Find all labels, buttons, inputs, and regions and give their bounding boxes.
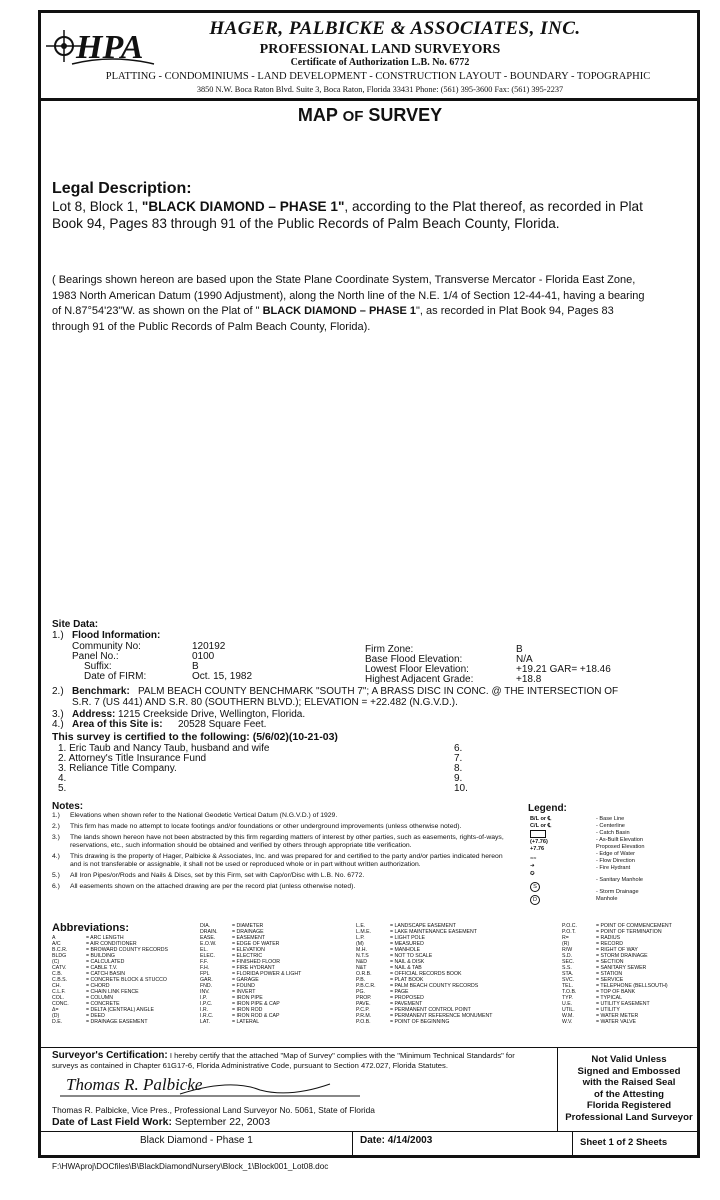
abbrev-definition: = RADIUS	[596, 935, 621, 941]
legend-item: Manhole	[596, 896, 618, 902]
lfe-label: Lowest Floor Elevation:	[365, 664, 469, 675]
abbrev-definition: = CALCULATED	[86, 959, 125, 965]
abbrev-key: F.H.	[200, 965, 210, 971]
abbrev-key: C.B.S.	[52, 977, 67, 983]
abbrev-key: INV.	[200, 989, 210, 995]
abbrev-key: FND.	[200, 983, 213, 989]
bearings-statement	[52, 273, 697, 335]
cert-divider	[38, 1047, 700, 1048]
legend-item: - Storm Drainage	[596, 889, 639, 895]
note-text: The lands shown hereon have not been abstracted by this firm regarding matters of interest by other parties, such as easements, rights-of-ways, reservations, etc., such information should be obtained and verified by others through appropriate title verification.	[70, 834, 504, 849]
abbrev-definition: = PALM BEACH COUNTY RECORDS	[390, 983, 479, 989]
abbrev-definition: = WATER VALVE	[596, 1019, 637, 1025]
certified-slot: 8.	[454, 763, 463, 774]
abbrev-key: PROP.	[356, 995, 372, 1001]
abbrev-key: Δ=	[52, 1007, 59, 1013]
footer-date	[360, 1135, 432, 1146]
certified-party: 3. Reliance Title Company.	[58, 763, 177, 774]
lfe-value: +19.21 GAR= +18.46	[516, 664, 611, 675]
abbrev-definition: = OFFICIAL RECORDS BOOK	[390, 971, 462, 977]
abbrev-key: W.M.	[562, 1013, 574, 1019]
abbrev-key: TEL.	[562, 983, 573, 989]
abbreviations-heading: Abbreviations:	[52, 922, 130, 934]
fire-hydrant-icon: ✪	[530, 871, 535, 877]
sanitary-manhole-icon: S	[530, 882, 540, 892]
abbrev-col3-keys	[356, 923, 376, 1025]
certified-list-right	[454, 744, 468, 794]
abbrev-definition: = LIGHT POLE	[390, 935, 425, 941]
catch-basin-icon	[530, 830, 546, 838]
abbrev-definition: = POINT OF TERMINATION	[596, 929, 662, 935]
seal-line: Professional Land Surveyor	[565, 1111, 693, 1123]
abbrev-key: L.M.E.	[356, 929, 371, 935]
bearings-line: through 91 of the Public Records of Palm Beach County, Florida).	[52, 320, 371, 333]
note-text: This firm has made no attempt to locate footings and/or foundations or other underground improvements (unless otherwise noted).	[70, 823, 462, 830]
abbrev-definition: = STORM DRAINAGE	[596, 953, 648, 959]
abbrev-col4-desc	[596, 923, 672, 1025]
abbrev-definition: = FLORIDA POWER & LIGHT	[232, 971, 302, 977]
abbrev-key: P.B.	[356, 977, 366, 983]
certified-party: 4.	[58, 773, 67, 784]
abbrev-definition: = ELEVATION	[232, 947, 265, 953]
abbrev-key: C.L.F.	[52, 989, 66, 995]
signature: Thomas R. Palbicke	[66, 1075, 203, 1094]
abbrev-definition: = PLAT BOOK	[390, 977, 424, 983]
legend-item: - Catch Basin	[596, 830, 630, 836]
abbrev-definition: = NOT TO SCALE	[390, 953, 433, 959]
header-divider	[38, 98, 700, 101]
note-item	[52, 853, 507, 869]
firm-date-value: Oct. 15, 1982	[192, 671, 253, 682]
abbrev-key: UTIL.	[562, 1007, 575, 1013]
note-number: 6.)	[52, 883, 60, 890]
bearings-line: of N.87°54'23"W. as shown on the Plat of "	[52, 305, 263, 317]
signature-line-icon	[60, 1078, 370, 1100]
abbrev-col3-desc	[390, 923, 492, 1025]
abbrev-key: C.B.	[52, 971, 63, 977]
firm-zone-value: B	[516, 644, 523, 655]
abbrev-col1-desc	[86, 935, 168, 1025]
firm-zone-label: Firm Zone:	[365, 644, 414, 655]
address-number: 3.)	[52, 709, 64, 720]
abbrev-definition: = SECTION	[596, 959, 624, 965]
legend-symbol-asbuilt: (+7.76)	[530, 839, 548, 845]
bearings-line: 1983 North American Datum (1990 Adjustment), along the North line of the N.E. 1/4 of Section 12-44-41, having a bearing	[52, 289, 645, 302]
abbrev-key: N&T	[356, 965, 367, 971]
abbrev-key: PG.	[356, 989, 365, 995]
abbrev-key: EASE.	[200, 935, 216, 941]
seal-notice	[560, 1054, 698, 1123]
abbrev-key: P.O.C.	[562, 923, 577, 929]
seal-line: Signed and Embossed	[577, 1065, 681, 1077]
abbrev-key: I.R.	[200, 1007, 209, 1013]
abbrev-definition: = DEED	[86, 1013, 105, 1019]
legal-subdivision: "BLACK DIAMOND – PHASE 1"	[141, 199, 345, 214]
abbrev-definition: = CHORD	[86, 983, 110, 989]
abbrev-definition: = BROWARD COUNTY RECORDS	[86, 947, 168, 953]
legend-symbol-proposed: +7.76	[530, 845, 545, 852]
abbrev-definition: = NAIL & DISK	[390, 959, 425, 965]
abbrev-key: E.O.W.	[200, 941, 217, 947]
abbrev-key: R=	[562, 935, 569, 941]
title-map: MAP	[297, 105, 338, 125]
flood-heading: Flood Information:	[72, 630, 161, 641]
panel-label: Panel No.:	[72, 651, 119, 662]
abbrev-definition: = NAIL & TAB	[390, 965, 422, 971]
page-title	[230, 105, 510, 126]
sheet-number: Sheet 1 of 2 Sheets	[580, 1137, 668, 1148]
area-heading: Area of this Site is:	[72, 719, 163, 730]
services-line: PLATTING - CONDOMINIUMS - LAND DEVELOPMENT - CONSTRUCTION LAYOUT - BOUNDARY - TOPOGRAPHIC	[105, 71, 651, 82]
address-heading: Address:	[72, 709, 116, 720]
note-text: This drawing is the property of Hager, Palbicke & Associates, Inc. and was prepared for and certified to the party and/or parties indicated hereon and is not transferable or assignable, it shall not be used or reproduced whole or in part without written authorization.	[70, 853, 503, 868]
legend-symbols	[530, 816, 590, 905]
abbrev-definition: = TELEPHONE (BELLSOUTH)	[596, 983, 668, 989]
flow-direction-icon: ➜	[530, 862, 535, 869]
abbrev-key: P.R.M.	[356, 1013, 372, 1019]
abbrev-key: CATV.	[52, 965, 67, 971]
certificate-of-authorization: Certificate of Authorization L.B. No. 6772	[290, 57, 470, 68]
logo-lettering: HPA	[76, 29, 144, 66]
bearings-line: ", as recorded in Plat Book 94, Pages 83	[416, 305, 614, 317]
abbrev-definition: = UTILITY EASEMENT	[596, 1001, 650, 1007]
abbrev-definition: = DRAINAGE	[232, 929, 264, 935]
abbrev-key: STA.	[562, 971, 574, 977]
abbrev-definition: = IRON ROD	[232, 1007, 263, 1013]
note-text: All easements shown on the attached drawing are per the record plat (unless otherwise noted).	[70, 883, 356, 890]
abbrev-key: O.R.B.	[356, 971, 372, 977]
abbrev-key: (R)	[562, 941, 570, 947]
community-label: Community No:	[72, 641, 141, 652]
abbrev-key: I.P.	[200, 995, 208, 1001]
certified-list	[58, 744, 269, 794]
abbrev-definition: = PERMANENT REFERENCE MONUMENT	[390, 1013, 493, 1019]
abbrev-key: SVC.	[562, 977, 575, 983]
legal-line1-a: Lot 8, Block 1,	[52, 199, 142, 214]
abbrev-definition: = IRON PIPE & CAP	[232, 1001, 280, 1007]
abbrev-key: N&D	[356, 959, 367, 965]
hag-label: Highest Adjacent Grade:	[365, 674, 474, 685]
abbrev-definition: = FIRE HYDRANT	[232, 965, 275, 971]
abbrev-definition: = WATER METER	[596, 1013, 639, 1019]
suffix-value: B	[192, 661, 199, 672]
abbrev-key: P.O.B.	[356, 1019, 371, 1025]
abbrev-definition: = LAKE MAINTENANCE EASEMENT	[390, 929, 477, 935]
abbrev-definition: = PAVEMENT	[390, 1001, 423, 1007]
abbrev-key: F.F.	[200, 959, 209, 965]
abbrev-key: D.E.	[52, 1019, 63, 1025]
legend-item: - Fire Hydrant	[596, 865, 631, 871]
abbrev-key: A	[52, 935, 56, 941]
area-number: 4.)	[52, 719, 64, 730]
note-item	[52, 883, 507, 891]
abbrev-definition: = POINT OF BEGINNING	[390, 1019, 450, 1025]
abbrev-key: L.E.	[356, 923, 366, 929]
abbrev-key: M.H.	[356, 947, 367, 953]
note-number: 5.)	[52, 872, 60, 879]
abbrev-key: CH.	[52, 983, 61, 989]
legal-description	[52, 198, 692, 232]
footer-date-value: 4/14/2003	[387, 1135, 433, 1146]
legend-symbol-baseline: B/L or ℄	[530, 816, 552, 822]
abbrev-definition: = BUILDING	[86, 953, 115, 959]
abbrev-definition: = CONCRETE BLOCK & STUCCO	[86, 977, 167, 983]
abbrev-definition: = PERMANENT CONTROL POINT	[390, 1007, 471, 1013]
abbrev-col1-keys	[52, 935, 69, 1025]
abbrev-key: PAVE.	[356, 1001, 371, 1007]
flood-number: 1.)	[52, 630, 64, 641]
note-item	[52, 823, 507, 831]
note-item	[52, 872, 507, 880]
abbrev-definition: = AIR CONDITIONER	[86, 941, 137, 947]
field-work-date: September 22, 2003	[174, 1116, 271, 1128]
legend-symbol-centerline: C/L or ℄	[530, 822, 552, 829]
abbrev-definition: = ELECTRIC	[232, 953, 263, 959]
title-of: OF	[342, 108, 364, 125]
legend-item: - Edge of Water	[596, 851, 635, 857]
benchmark-line1: PALM BEACH COUNTY BENCHMARK "SOUTH 7"; A BRASS DISC IN CONC. @ THE INTERSECTION OF	[138, 686, 619, 697]
legend-item: - Centerline	[596, 823, 625, 829]
storm-manhole-icon: D	[530, 895, 540, 905]
abbrev-key: P.B.C.R.	[356, 983, 376, 989]
hpa-logo	[42, 24, 160, 70]
abbrev-definition: = TOP OF BANK	[596, 989, 636, 995]
abbrev-definition: = STATION	[596, 971, 623, 977]
seal-line: Not Valid Unless	[591, 1054, 667, 1065]
abbrev-key: S.D.	[562, 953, 573, 959]
surveyor-name: Thomas R. Palbicke, Vice Pres., Professional Land Surveyor No. 5061, State of Florida	[52, 1105, 375, 1115]
abbrev-key: COL.	[52, 995, 65, 1001]
community-value: 120192	[192, 641, 226, 652]
firm-address: 3850 N.W. Boca Raton Blvd. Suite 3, Boca Raton, Florida 33431 Phone: (561) 395-3600 Fax: (561) 395-2237	[196, 85, 564, 94]
abbrev-key: U.E.	[562, 1001, 573, 1007]
seal-line: of the Attesting	[594, 1088, 664, 1100]
site-data	[52, 620, 702, 800]
abbrev-definition: = CABLE T.V.	[86, 965, 118, 971]
abbrev-key: BLDG	[52, 953, 67, 959]
legend-item: - As-Built Elevation	[596, 837, 643, 843]
abbrev-definition: = MEASURED	[390, 941, 424, 947]
field-work	[52, 1116, 270, 1128]
surveyor-text2: surveys as contained in Chapter 61G17-6, Florida Administrative Code, pursuant to Section 472.027, Florida Statutes.	[52, 1061, 448, 1070]
abbrev-definition: = COLUMN	[86, 995, 113, 1001]
abbrev-definition: = FOUND	[232, 983, 255, 989]
hag-value: +18.8	[516, 674, 542, 685]
surveyor-text1: I hereby certify that the attached "Map of Survey" complies with the "Minimum Technical Standards" for	[167, 1051, 515, 1060]
abbrev-definition: = CHAIN LINK FENCE	[86, 989, 139, 995]
abbrev-definition: = TYPICAL	[596, 995, 622, 1001]
footer-date-label: Date:	[360, 1135, 386, 1146]
site-data-heading: Site Data:	[52, 619, 99, 630]
legend-descriptions	[596, 816, 700, 903]
abbrev-key: A/C	[52, 941, 61, 947]
abbrev-key: DIA.	[200, 923, 211, 929]
suffix-label: Suffix:	[84, 661, 112, 672]
notes-list	[52, 812, 507, 894]
area-value: 20528 Square Feet.	[178, 719, 267, 730]
certified-to-heading: This survey is certified to the following: (5/6/02)(10-21-03)	[52, 731, 338, 743]
footer-divider-2	[572, 1131, 573, 1155]
panel-value: 0100	[192, 651, 215, 662]
abbrev-definition: = DRAINAGE EASEMENT	[86, 1019, 148, 1025]
edge-of-water-icon: ≈≈	[530, 856, 537, 862]
abbrev-key: SEC.	[562, 959, 575, 965]
abbrev-definition: = POINT OF COMMENCEMENT	[596, 923, 672, 929]
note-text: All Iron Pipes/or/Rods and Nails & Discs, set by this Firm, set with Cap/or/Disc with L.B. No. 6772.	[70, 872, 365, 879]
abbrev-key: L.P.	[356, 935, 365, 941]
legend-item: Proposed Elevation	[596, 844, 645, 850]
seal-line: with the Raised Seal	[582, 1077, 676, 1088]
title-survey: SURVEY	[368, 105, 443, 125]
abbrev-key: LAT.	[200, 1019, 210, 1025]
abbrev-definition: = LANDSCAPE EASEMENT	[390, 923, 456, 929]
note-item	[52, 834, 507, 850]
firm-name: HAGER, PALBICKE & ASSOCIATES, INC.	[209, 18, 581, 39]
certified-slot: 6.	[454, 743, 463, 754]
abbrev-definition: = DELTA (CENTRAL) ANGLE	[86, 1007, 154, 1013]
note-number: 3.)	[52, 834, 60, 841]
bearings-subdivision: BLACK DIAMOND – PHASE 1	[262, 305, 417, 317]
abbrev-definition: = PROPOSED	[390, 995, 424, 1001]
abbrev-key: (D)	[52, 1013, 60, 1019]
abbrev-key: N.T.S	[356, 953, 369, 959]
certified-party: 1. Eric Taub and Nancy Taub, husband and wife	[58, 743, 270, 754]
legal-line1-c: , according to the Plat thereof, as recorded in Plat	[344, 199, 643, 214]
abbrev-definition: = CATCH BASIN	[86, 971, 125, 977]
abbrev-definition: = CONCRETE	[86, 1001, 120, 1007]
note-number: 2.)	[52, 823, 60, 830]
note-number: 1.)	[52, 812, 60, 819]
legal-line2: Book 94, Pages 83 through 91 of the Public Records of Palm Beach County, Florida.	[52, 216, 560, 231]
seal-divider	[557, 1047, 558, 1131]
abbrev-key: TYP.	[562, 995, 573, 1001]
abbrev-col2-keys	[200, 923, 218, 1025]
benchmark-number: 2.)	[52, 686, 64, 697]
note-number: 4.)	[52, 853, 60, 860]
note-item	[52, 812, 507, 820]
abbrev-key: I.P.C.	[200, 1001, 213, 1007]
abbrev-definition: = EASEMENT	[232, 935, 266, 941]
field-work-heading: Date of Last Field Work:	[52, 1116, 172, 1128]
abbrev-key: P.O.T.	[562, 929, 576, 935]
abbrev-key: EL.	[200, 947, 208, 953]
abbrev-key: ELEC.	[200, 953, 215, 959]
legend-item: - Base Line	[596, 816, 625, 822]
abbrev-definition: = EDGE OF WATER	[232, 941, 280, 947]
seal-line: Florida Registered	[586, 1100, 672, 1111]
bfe-value: N/A	[516, 654, 533, 665]
legend-item: - Sanitary Manhole	[596, 877, 643, 883]
abbrev-col4-keys	[562, 923, 577, 1025]
abbrev-definition: = GARAGE	[232, 977, 259, 983]
abbrev-definition: = SERVICE	[596, 977, 624, 983]
legal-description-heading: Legal Description:	[52, 180, 192, 197]
abbrev-key: CONC.	[52, 1001, 69, 1007]
certified-slot: 10.	[454, 783, 468, 794]
abbrev-key: FPL	[200, 971, 210, 977]
abbrev-key: T.O.B.	[562, 989, 577, 995]
abbrev-key: (M)	[356, 941, 364, 947]
abbrev-definition: = RECORD	[596, 941, 623, 947]
legend-item: - Flow Direction	[596, 858, 635, 864]
footer-divider	[38, 1131, 700, 1132]
abbrev-definition: = FINISHED FLOOR	[232, 959, 280, 965]
footer-divider-1	[352, 1131, 353, 1155]
abbrev-key: P.C.P.	[356, 1007, 370, 1013]
note-text: Elevations when shown refer to the National Geodetic Vertical Datum (N.G.V.D.) of 1929.	[70, 812, 338, 819]
abbrev-key: S.S.	[562, 965, 572, 971]
surveyor-heading: Surveyor's Certification:	[52, 1050, 168, 1061]
file-path: F:\HWAproj\DOCfiles\B\BlackDiamondNursery\Block_1\Block001_Lot08.doc	[52, 1162, 329, 1171]
abbrev-definition: = UTILITY	[596, 1007, 620, 1013]
abbrev-definition: = IRON ROD & CAP	[232, 1013, 280, 1019]
abbrev-definition: = IRON PIPE	[232, 995, 263, 1001]
notes-heading: Notes:	[52, 801, 84, 812]
surveyor-certification	[52, 1051, 552, 1071]
certified-slot: 7.	[454, 753, 463, 764]
abbrev-key: B.C.R.	[52, 947, 68, 953]
benchmark-heading: Benchmark:	[72, 686, 130, 697]
abbrev-key: (C)	[52, 959, 60, 965]
benchmark-line2: S.R. 7 (US 441) AND S.R. 80 (SOUTHERN BLVD.); ELEVATION = +22.482 (N.G.V.D.).	[72, 697, 458, 708]
abbrev-col2-desc	[232, 923, 301, 1025]
abbrev-definition: = MANHOLE	[390, 947, 421, 953]
abbrev-definition: = LATERAL	[232, 1019, 260, 1025]
firm-subtitle: PROFESSIONAL LAND SURVEYORS	[259, 42, 501, 57]
abbrev-key: I.R.C.	[200, 1013, 214, 1019]
bfe-label: Base Flood Elevation:	[365, 654, 463, 665]
certified-slot: 9.	[454, 773, 463, 784]
abbrev-key: W.V.	[562, 1019, 573, 1025]
project-name: Black Diamond - Phase 1	[140, 1135, 253, 1146]
address-value: 1215 Creekside Drive, Wellington, Florida.	[118, 709, 306, 720]
abbrev-definition: = SANITARY SEWER	[596, 965, 647, 971]
abbrev-definition: = DIAMETER	[232, 923, 264, 929]
legend-heading: Legend:	[528, 803, 567, 814]
abbrev-definition: = INVERT	[232, 989, 256, 995]
firm-date-label: Date of FIRM:	[84, 671, 147, 682]
abbrev-key: DRAIN.	[200, 929, 218, 935]
certified-party: 5.	[58, 783, 67, 794]
abbrev-definition: = PAGE	[390, 989, 409, 995]
abbrev-key: GAR.	[200, 977, 213, 983]
abbrev-key: R/W	[562, 947, 573, 953]
bearings-line: ( Bearings shown hereon are based upon the State Plane Coordinate System, Transverse Mercator - Florida East Zone,	[52, 274, 636, 286]
certified-party: 2. Attorney's Title Insurance Fund	[58, 753, 207, 764]
abbrev-definition: = ARC LENGTH	[86, 935, 124, 941]
abbrev-definition: = RIGHT OF WAY	[596, 947, 638, 953]
